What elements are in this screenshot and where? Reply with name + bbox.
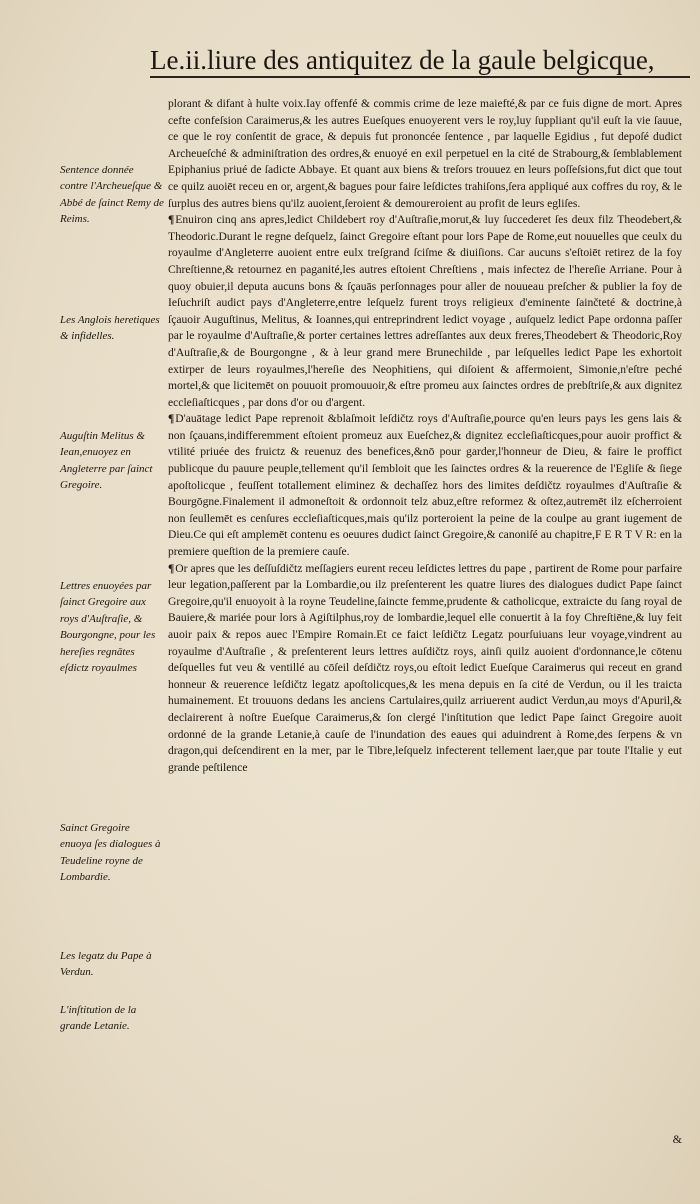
paragraph-1: plorant & difant à hulte voix.Iay offenfé & commis crime de leze maiefté,& par ce fuis digne de mort. Apres cefte confeſsion Caraimerus,& les autres Eueſques enuoyerent vers le roy,luy ſuppliant qu'il euſt la vie ſauue, ce que le roy conſentit de grace, & depuis fut prononcée ſentence , par laquelle Egidius , fut depoſé dudict Archeueſché & adminiſtration des ordres,& enuoyé en exil perpetuel en la cité de Strabourg,& ſemblablement Epiphanius priué de ſadicte Abbaye. Et quant aux biens & treſors trouuez en leurs poſſeſsions,fut dict que tout ce quilz auoiēt receu en or, argent,& bagues pour faire leſdictes trahiſons,ſera appliqué aux coffres du roy, & le ſurplus des autres biens qu'ilz auoient,ſeroient & demoureroient au profit de leurs egliſes.	[168, 97, 682, 210]
pilcrow-mark: ¶	[168, 412, 175, 426]
paragraph-3: ¶D'auātage ledict Pape reprenoit &blaſmoit leſdičtz roys d'Auſtraſie,pource qu'en leurs pays les gens lais & non ſçauans,indifferemment eſtoient promeuz aux Eueſchez,& dignitez eccleſiaſticques,pour auoir proffict & vtilité priuée des fruictz & reuenuz des benefices,&nō pour garder,l'honneur de Dieu, & faire le proffict publicque du pauure peuple,tellement qu'il ſembloit que les ſainctes ordres & la reuerence de l'Egliſe & ſiege apoſtolicque , feuſſent totallement eliminez & dechaſſez hors des limites deſdičtz royaulmes d'Auſtraſie & Bourgōgne.Finalement il admoneſtoit & ordonnoit telz abuz,eſtre reformez & oſtez,autremēt ilz eſcherroient non ſeullemēt es cenſures eccleſiaſticques,mais qu'ilz porteroient la peine de la coulpe au grant iugement de Dieu.Ce qui eſt amplemēt contenu es oeuures dudict ſainct Gregoire,& canoniſé au chapitre,F E R T V R: en la premiere queſtion de la premiere cauſe.	[168, 412, 682, 559]
header-rule	[150, 76, 690, 78]
margin-note-lettres: Lettres enuoyées par ſainct Gregoire aux roys d'Auſtraſie, & Bourgongne, pour les hereſies regnātes eſdictz royaulmes	[60, 580, 156, 675]
margin-note-letanie: L'inſtitution de la grande Letanie.	[60, 1004, 137, 1033]
margin-note-anglois: Les Anglois heretiques & infidelles.	[60, 314, 160, 343]
pilcrow-mark: ¶	[168, 213, 175, 227]
paragraph-4: ¶Or apres que les deſſuſdičtz meſſagiers eurent receu leſdictes lettres du pape , partirent de Rome pour parfaire leur legation,paſſerent par la Lombardie,ou ilz preſenterent les quatre liures des dialogues dudict Pape ſainct Gregoire,qu'il enuoyoit à la royne Teudeline,ſaincte femme,prudente & catholicque, extraicte du ſang royal de Bauiere,& mariée pour lors à Agiſtilphus,roy de lombardie,lequel elle conuertit à la foy Chreſtiēne,& luy feit auoir paix & repos auec l'Empire Romain.Et ce faict leſdičtz Legatz pourſuiuans leur voyage,vindrent au royaulme d'Auſtraſie , & preſenterent leurs lettres auſdičtz roys, ainſi quilz auoient d'ordonnance,le cōtenu deſquelles fut veu & ventillé au cōſeil deſdičtz roys,ou eſtoit ledict Eueſque Caraimerus qui receut en grand honneur & reuerence leſdičtz legatz apoſtolicques,& les mena depuis en ſa cité de Verdun, ou il les traicta humainement. Et trouuons dedans les anciens Cartulaires,quilz arriuerent audict Verdun,au moys d'Apuril,& declairerent à noſtre Eueſque Caraimerus,& ſon clergé l'inſtitution que ledict Pape ſainct Gregoire auoit ordonné de la grande Letanie,à cauſe de l'inundation des eaues qui aduindrent à Rome,des ſerpens & vn dragon,qui deſcendirent en la mer, par le Tibre,leſquelz infecterent tellement laer,que par toute l'Italie y eut grande peſtilence	[168, 561, 682, 774]
margin-note-sentence: Sentence donnée contre l'Archeueſque & Abbé de ſainct Remy de Reims.	[60, 164, 164, 226]
paragraph-2: ¶Enuiron cinq ans apres,ledict Childebert roy d'Auſtraſie,morut,& luy ſuccederet ſes deux filz Theodebert,& Theodoric.Durant le regne deſquelz, ſainct Gregoire eſtant pour lors Pape de Rome,eut nouuelles que ceulx du royaulme d'Angleterre auoient entre eulx treſgrand ſciſme & diuiſions. Car aucuns s'eſtoiēt retirez de la foy Chreſtienne,& retournez en paganité,les autres eſtoient Chreſtiens , mais infectez de l'hereſie Arriane. Pour à quoy obuier,il deputa aucuns bons & ſçauās perſonnages pour aller de nouueau preſcher & publier la foy de Ieſuchriſt audict pays d'Angleterre,entre leſquelz furent troys religieux d'eminente ſainčteté & doctrine,à ſçauoir Auguſtinus, Melitus, & Ioannes,qui entreprindrent ledict voyage , auſquelz ledict Pape ordonna paſſer par le royaulme d'Auſtraſie,& porter certaines lettres adreſſantes aux deux freres,Theodebert & Theodoric,Roy d'Auſtraſie,& de Bourgongne , & à leur grand mere Brunechilde , par leſquelles ledict Pape les exhortoit extirper de leurs royaulmes,l'hereſie des Neophitiens, qui diſoient & affermoient, Simonie,n'eſtre peché mortel,& que licitemēt on pouuoit promouuoir,& eſtre promeu aux ſainctes ordres de prebſtriſe,& aux dignitez eccleſiaſticques , par dons d'or ou d'argent.	[168, 213, 682, 409]
catchword: &	[672, 1132, 682, 1146]
margin-note-legatz: Les legatz du Pape à Verdun.	[60, 950, 152, 979]
margin-note-augustin: Auguſtin Melitus & Iean,enuoyez en Angleterre par ſainct Gregoire.	[60, 430, 153, 492]
pilcrow-mark: ¶	[168, 561, 175, 575]
running-header	[150, 40, 690, 80]
margin-note-dialogues: Sainct Gregoire enuoya ſes dialogues à Teudeline royne de Lombardie.	[60, 822, 161, 884]
main-text	[168, 96, 682, 776]
running-title: Le.ii.liure des antiquitez de la gaule belgicque,	[150, 45, 655, 75]
